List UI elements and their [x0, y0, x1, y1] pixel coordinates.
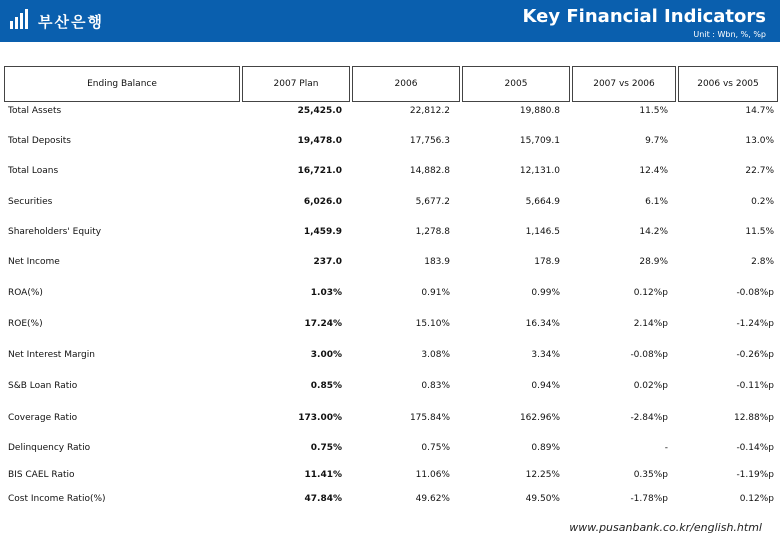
- bank-logo: [10, 9, 104, 33]
- row-value: 14.7%: [745, 106, 774, 116]
- row-value: 6,026.0: [303, 197, 342, 207]
- table-row: [4, 104, 778, 122]
- row-value: 3.34%: [531, 350, 560, 360]
- row-label: Total Assets: [8, 106, 62, 116]
- row-value: 0.12%p: [739, 494, 774, 504]
- row-value: 1,278.8: [415, 227, 450, 237]
- row-value: -0.11%p: [736, 381, 774, 391]
- page-title: Key Financial Indicators: [522, 6, 766, 27]
- row-value: 22.7%: [745, 166, 774, 176]
- row-value: 11.06%: [415, 470, 450, 480]
- row-value: -: [664, 443, 668, 453]
- row-value: 2.8%: [751, 257, 774, 267]
- row-value: 22,812.2: [409, 106, 450, 116]
- row-value: 173.00%: [298, 413, 342, 423]
- table-row: [4, 348, 778, 366]
- row-value: 17,756.3: [409, 136, 450, 146]
- unit-note: Unit : Wbn, %, %p: [693, 30, 766, 39]
- row-value: 5,664.9: [525, 197, 560, 207]
- row-value: 0.75%: [421, 443, 450, 453]
- row-value: -0.08%p: [630, 350, 668, 360]
- row-value: 14.2%: [639, 227, 668, 237]
- row-value: 0.2%: [751, 197, 774, 207]
- row-value: 178.9: [534, 257, 560, 267]
- row-label: ROE(%): [8, 319, 43, 329]
- row-value: 47.84%: [304, 494, 342, 504]
- row-value: 19,880.8: [519, 106, 560, 116]
- table-header-row: [4, 66, 778, 104]
- row-value: 1,459.9: [303, 227, 342, 237]
- row-label: Securities: [8, 197, 53, 207]
- row-label: BIS CAEL Ratio: [8, 470, 75, 480]
- row-value: 0.75%: [310, 443, 342, 453]
- row-label: Total Deposits: [8, 136, 71, 146]
- row-value: 237.0: [313, 257, 342, 267]
- row-value: 0.89%: [531, 443, 560, 453]
- column-header-2006-vs-2005: 2006 vs 2005: [678, 66, 778, 102]
- row-value: 11.5%: [745, 227, 774, 237]
- row-value: -0.08%p: [736, 288, 774, 298]
- row-value: -1.19%p: [736, 470, 774, 480]
- row-value: 25,425.0: [297, 106, 342, 116]
- row-value: 17.24%: [304, 319, 342, 329]
- column-header-2005: 2005: [462, 66, 570, 102]
- row-label: Net Income: [8, 257, 60, 267]
- row-value: -2.84%p: [630, 413, 668, 423]
- table-row: [4, 286, 778, 304]
- row-value: 5,677.2: [415, 197, 450, 207]
- row-value: 0.83%: [421, 381, 450, 391]
- table-row: [4, 225, 778, 243]
- row-value: 49.62%: [415, 494, 450, 504]
- row-value: 0.35%p: [633, 470, 668, 480]
- row-label: Net Interest Margin: [8, 350, 95, 360]
- row-value: 12.25%: [525, 470, 560, 480]
- row-value: 12,131.0: [519, 166, 560, 176]
- row-value: 19,478.0: [297, 136, 342, 146]
- table-row: [4, 134, 778, 152]
- row-value: 3.08%: [421, 350, 450, 360]
- row-value: 162.96%: [519, 413, 560, 423]
- table-row: [4, 441, 778, 459]
- row-value: 0.94%: [531, 381, 560, 391]
- row-value: 175.84%: [409, 413, 450, 423]
- row-value: 11.5%: [639, 106, 668, 116]
- table-row: [4, 492, 778, 510]
- row-value: -1.78%p: [630, 494, 668, 504]
- row-value: 15.10%: [415, 319, 450, 329]
- row-value: -1.24%p: [736, 319, 774, 329]
- row-label: Coverage Ratio: [8, 413, 78, 423]
- row-value: 14,882.8: [409, 166, 450, 176]
- row-value: 28.9%: [639, 257, 668, 267]
- row-value: 12.4%: [639, 166, 668, 176]
- table-row: [4, 468, 778, 486]
- table-row: [4, 255, 778, 273]
- row-value: 183.9: [424, 257, 450, 267]
- row-value: 2.14%p: [633, 319, 668, 329]
- footer-url[interactable]: www.pusanbank.co.kr/english.html: [569, 521, 762, 534]
- row-value: 12.88%p: [733, 413, 774, 423]
- table-row: [4, 164, 778, 182]
- row-value: 0.99%: [531, 288, 560, 298]
- table-row: [4, 379, 778, 397]
- column-header-2007-vs-2006: 2007 vs 2006: [572, 66, 676, 102]
- row-value: 0.85%: [310, 381, 342, 391]
- row-label: Total Loans: [8, 166, 59, 176]
- row-value: 11.41%: [304, 470, 342, 480]
- row-value: 1,146.5: [525, 227, 560, 237]
- row-value: 15,709.1: [519, 136, 560, 146]
- row-label: ROA(%): [8, 288, 43, 298]
- row-value: 1.03%: [310, 288, 342, 298]
- row-value: 3.00%: [310, 350, 342, 360]
- row-label: Cost Income Ratio(%): [8, 494, 106, 504]
- row-value: 13.0%: [745, 136, 774, 146]
- column-header-2006: 2006: [352, 66, 460, 102]
- row-value: 49.50%: [525, 494, 560, 504]
- bank-logo-icon: [10, 11, 32, 31]
- table-row: [4, 195, 778, 213]
- row-label: Shareholders' Equity: [8, 227, 102, 237]
- header-bar: [0, 0, 780, 42]
- bank-name: 부산은행: [38, 12, 104, 31]
- row-label: Delinquency Ratio: [8, 443, 91, 453]
- row-value: 6.1%: [645, 197, 668, 207]
- column-header-2007-plan: 2007 Plan: [242, 66, 350, 102]
- row-value: -0.26%p: [736, 350, 774, 360]
- financial-indicators-table: [4, 66, 778, 504]
- row-value: 16,721.0: [297, 166, 342, 176]
- table-row: [4, 411, 778, 429]
- row-value: 16.34%: [525, 319, 560, 329]
- row-value: 0.91%: [421, 288, 450, 298]
- row-value: 9.7%: [645, 136, 668, 146]
- column-header-ending-balance: Ending Balance: [4, 66, 240, 102]
- row-value: -0.14%p: [736, 443, 774, 453]
- table-row: [4, 317, 778, 335]
- row-label: S&B Loan Ratio: [8, 381, 78, 391]
- row-value: 0.02%p: [633, 381, 668, 391]
- row-value: 0.12%p: [633, 288, 668, 298]
